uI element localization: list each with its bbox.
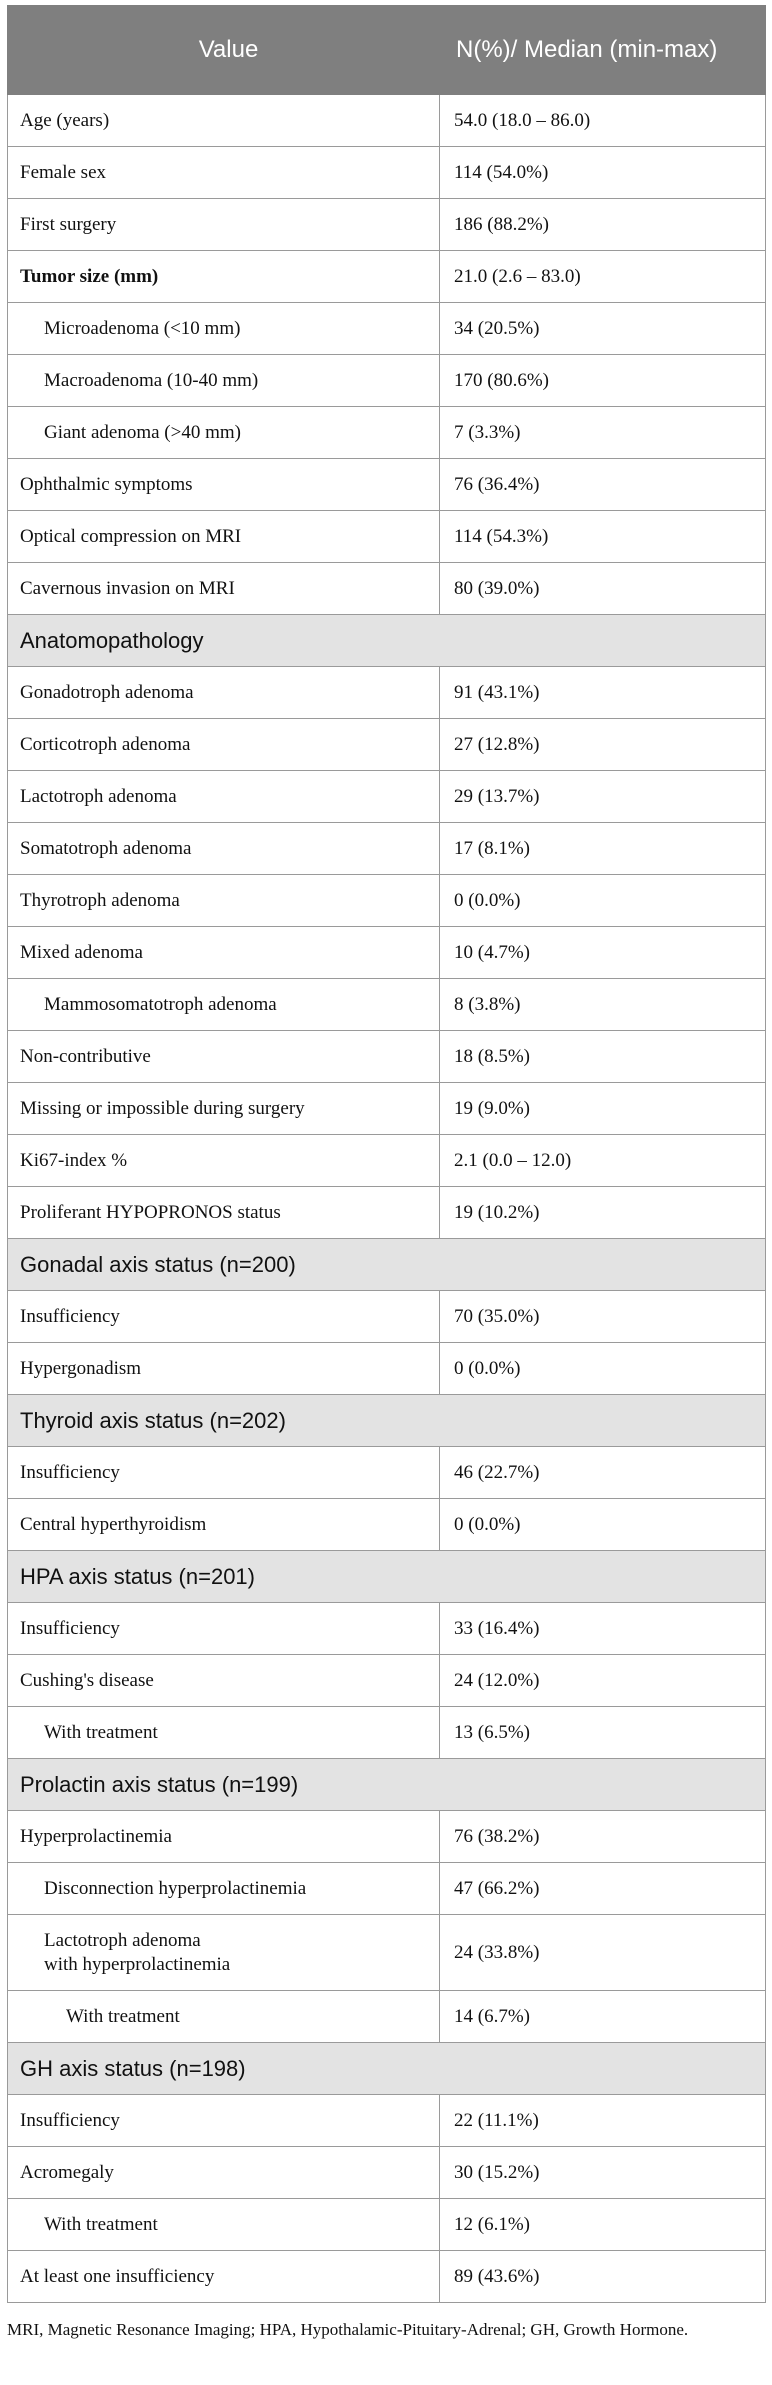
row-value: 14 (6.7%)	[440, 1991, 766, 2043]
row-value: 27 (12.8%)	[440, 719, 766, 771]
row-label: With treatment	[8, 1707, 440, 1759]
table-row	[8, 823, 766, 875]
table-row	[8, 927, 766, 979]
row-label: Female sex	[8, 147, 440, 199]
row-label: First surgery	[8, 199, 440, 251]
table-row	[8, 2251, 766, 2303]
table-row	[8, 1343, 766, 1395]
row-value: 24 (12.0%)	[440, 1655, 766, 1707]
row-value: 0 (0.0%)	[440, 1343, 766, 1395]
table-row	[8, 563, 766, 615]
section-title: HPA axis status (n=201)	[8, 1551, 766, 1603]
table-row	[8, 251, 766, 303]
row-label: Central hyperthyroidism	[8, 1499, 440, 1551]
row-label: Mixed adenoma	[8, 927, 440, 979]
row-value: 0 (0.0%)	[440, 875, 766, 927]
table-row	[8, 1187, 766, 1239]
row-label: Optical compression on MRI	[8, 511, 440, 563]
row-value: 114 (54.3%)	[440, 511, 766, 563]
row-label: Gonadotroph adenoma	[8, 667, 440, 719]
row-label: Disconnection hyperprolactinemia	[8, 1863, 440, 1915]
section-header-row	[8, 1551, 766, 1603]
row-value: 70 (35.0%)	[440, 1291, 766, 1343]
row-value: 47 (66.2%)	[440, 1863, 766, 1915]
header-n-median: N(%)/ Median (min-max)	[440, 6, 766, 95]
section-header-row	[8, 1759, 766, 1811]
row-label: Macroadenoma (10-40 mm)	[8, 355, 440, 407]
row-value: 34 (20.5%)	[440, 303, 766, 355]
row-label: Missing or impossible during surgery	[8, 1083, 440, 1135]
table-row	[8, 667, 766, 719]
row-value: 46 (22.7%)	[440, 1447, 766, 1499]
row-value: 18 (8.5%)	[440, 1031, 766, 1083]
row-label: Insufficiency	[8, 1603, 440, 1655]
row-value: 80 (39.0%)	[440, 563, 766, 615]
row-label: Age (years)	[8, 95, 440, 147]
row-value: 19 (10.2%)	[440, 1187, 766, 1239]
section-title: GH axis status (n=198)	[8, 2043, 766, 2095]
table-row	[8, 1915, 766, 1991]
row-value: 170 (80.6%)	[440, 355, 766, 407]
table-row	[8, 1655, 766, 1707]
section-header-row	[8, 615, 766, 667]
characteristics-table	[7, 5, 766, 2303]
row-value: 33 (16.4%)	[440, 1603, 766, 1655]
row-label: Lactotroph adenoma	[8, 771, 440, 823]
section-title: Gonadal axis status (n=200)	[8, 1239, 766, 1291]
row-label: Mammosomatotroph adenoma	[8, 979, 440, 1031]
row-label: Hyperprolactinemia	[8, 1811, 440, 1863]
table-row	[8, 1083, 766, 1135]
table-row	[8, 1863, 766, 1915]
row-value: 91 (43.1%)	[440, 667, 766, 719]
row-label: Proliferant HYPOPRONOS status	[8, 1187, 440, 1239]
row-value: 29 (13.7%)	[440, 771, 766, 823]
row-value: 186 (88.2%)	[440, 199, 766, 251]
row-label: Corticotroph adenoma	[8, 719, 440, 771]
row-value: 19 (9.0%)	[440, 1083, 766, 1135]
header-value: Value	[8, 6, 440, 95]
table-row	[8, 147, 766, 199]
row-label: At least one insufficiency	[8, 2251, 440, 2303]
row-value: 12 (6.1%)	[440, 2199, 766, 2251]
table-row	[8, 1991, 766, 2043]
table-row	[8, 511, 766, 563]
table-row	[8, 199, 766, 251]
row-label: Insufficiency	[8, 1291, 440, 1343]
row-value: 89 (43.6%)	[440, 2251, 766, 2303]
row-label: Insufficiency	[8, 2095, 440, 2147]
row-value: 114 (54.0%)	[440, 147, 766, 199]
row-label: Hypergonadism	[8, 1343, 440, 1395]
row-label: Lactotroph adenoma with hyperprolactinemia	[8, 1915, 440, 1991]
row-value: 13 (6.5%)	[440, 1707, 766, 1759]
row-label: With treatment	[8, 2199, 440, 2251]
table-header	[8, 6, 766, 95]
row-value: 17 (8.1%)	[440, 823, 766, 875]
row-label: Non-contributive	[8, 1031, 440, 1083]
table-row	[8, 1707, 766, 1759]
row-label: Microadenoma (<10 mm)	[8, 303, 440, 355]
row-value: 22 (11.1%)	[440, 2095, 766, 2147]
table-row	[8, 303, 766, 355]
table-row	[8, 1811, 766, 1863]
section-title: Anatomopathology	[8, 615, 766, 667]
row-label: Cushing's disease	[8, 1655, 440, 1707]
row-value: 8 (3.8%)	[440, 979, 766, 1031]
table-row	[8, 2147, 766, 2199]
table-row	[8, 1603, 766, 1655]
section-header-row	[8, 2043, 766, 2095]
row-label: Ki67-index %	[8, 1135, 440, 1187]
table-row	[8, 1031, 766, 1083]
table-body	[8, 95, 766, 2303]
row-value: 10 (4.7%)	[440, 927, 766, 979]
table-row	[8, 95, 766, 147]
row-label: Tumor size (mm)	[8, 251, 440, 303]
row-label: Thyrotroph adenoma	[8, 875, 440, 927]
table-row	[8, 979, 766, 1031]
row-label: Somatotroph adenoma	[8, 823, 440, 875]
row-value: 24 (33.8%)	[440, 1915, 766, 1991]
table-row	[8, 407, 766, 459]
section-header-row	[8, 1239, 766, 1291]
table-row	[8, 875, 766, 927]
row-value: 0 (0.0%)	[440, 1499, 766, 1551]
section-title: Thyroid axis status (n=202)	[8, 1395, 766, 1447]
table-row	[8, 771, 766, 823]
row-label: Cavernous invasion on MRI	[8, 563, 440, 615]
row-value: 76 (38.2%)	[440, 1811, 766, 1863]
table-footnote: MRI, Magnetic Resonance Imaging; HPA, Hypothalamic-Pituitary-Adrenal; GH, Growth Hormone.	[7, 2320, 689, 2339]
row-value: 76 (36.4%)	[440, 459, 766, 511]
table-row	[8, 1447, 766, 1499]
row-label: Ophthalmic symptoms	[8, 459, 440, 511]
header-row	[8, 6, 766, 95]
table-row	[8, 1291, 766, 1343]
table-row	[8, 2199, 766, 2251]
row-value: 2.1 (0.0 – 12.0)	[440, 1135, 766, 1187]
row-value: 21.0 (2.6 – 83.0)	[440, 251, 766, 303]
section-title: Prolactin axis status (n=199)	[8, 1759, 766, 1811]
table-row	[8, 719, 766, 771]
row-value: 54.0 (18.0 – 86.0)	[440, 95, 766, 147]
row-label: Insufficiency	[8, 1447, 440, 1499]
row-label: Giant adenoma (>40 mm)	[8, 407, 440, 459]
table-row	[8, 2095, 766, 2147]
row-label: Acromegaly	[8, 2147, 440, 2199]
row-value: 30 (15.2%)	[440, 2147, 766, 2199]
table-row	[8, 459, 766, 511]
table-row	[8, 1499, 766, 1551]
row-value: 7 (3.3%)	[440, 407, 766, 459]
row-label: With treatment	[8, 1991, 440, 2043]
table-row	[8, 355, 766, 407]
table-row	[8, 1135, 766, 1187]
section-header-row	[8, 1395, 766, 1447]
